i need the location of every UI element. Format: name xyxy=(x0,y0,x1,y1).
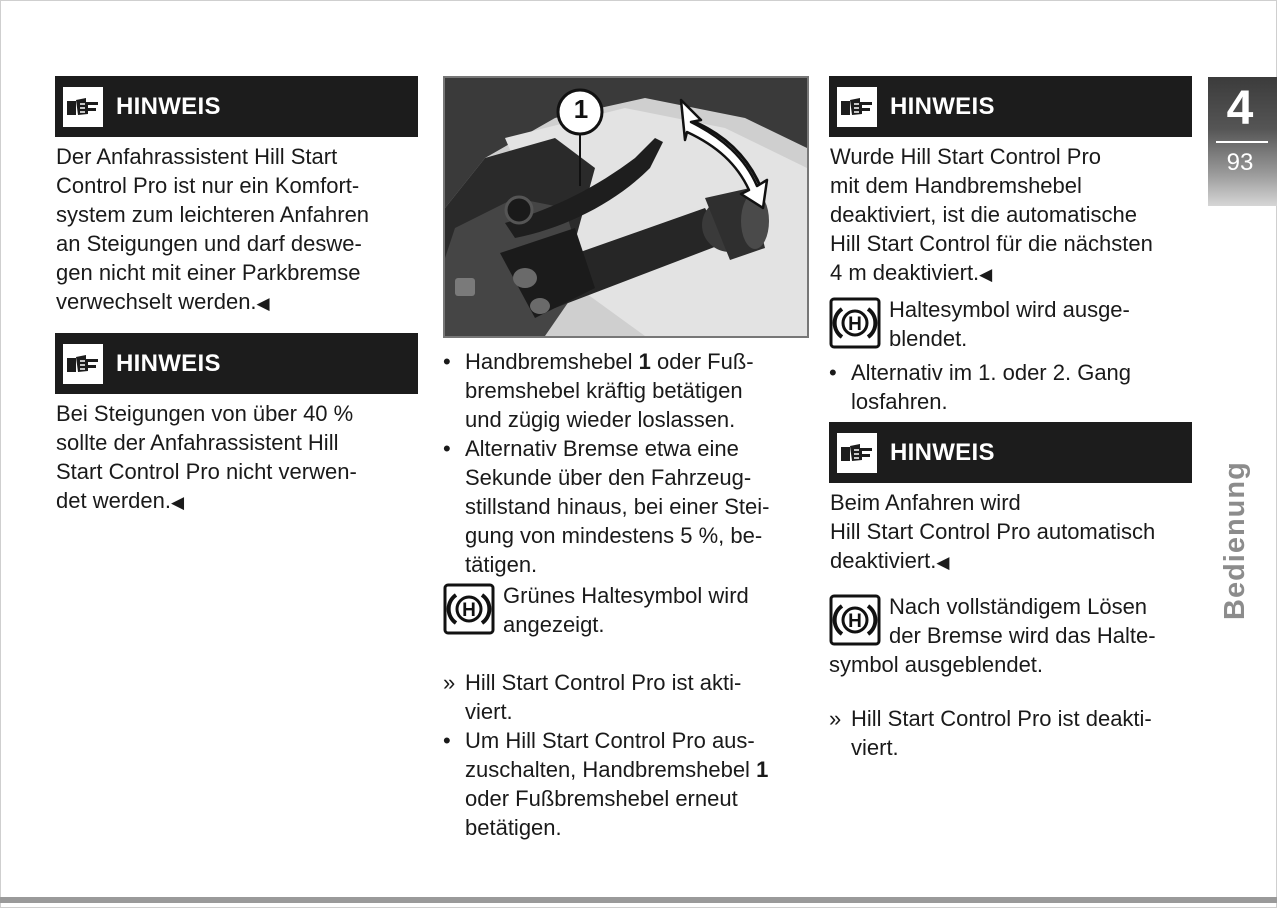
end-marker-icon: ◀ xyxy=(979,265,993,284)
result-item: » Hill Start Control Pro ist deakti- viert. xyxy=(829,706,1152,760)
note-title: HINWEIS xyxy=(116,349,221,377)
pointing-hand-icon xyxy=(63,344,103,384)
pointing-hand-icon xyxy=(63,87,103,127)
note-title: HINWEIS xyxy=(116,92,221,120)
bottom-rule xyxy=(0,897,1277,903)
hold-symbol-icon xyxy=(829,594,881,646)
pointing-hand-icon xyxy=(837,87,877,127)
end-marker-icon: ◀ xyxy=(256,294,270,313)
note-title: HINWEIS xyxy=(890,438,995,466)
result-item: » Hill Start Control Pro ist akti- viert. xyxy=(443,670,742,724)
list-item: • Alternativ Bremse etwa eine Sekunde über den Fahrzeug- stillstand hinaus, bei einer Stei- gung von mindestens 5 %, be- tätigen. xyxy=(443,436,770,577)
list-item: • Um Hill Start Control Pro aus- zuschalten, Handbremshebel 1 oder Fußbremshebel erneut betätigen. xyxy=(443,728,769,840)
column-left xyxy=(55,76,418,517)
list-item: • Handbremshebel 1 oder Fuß- bremshebel kräftig betätigen und zügig wieder loslassen. xyxy=(443,349,754,432)
note-header xyxy=(829,422,1192,483)
note-text: Beim Anfahren wird Hill Start Control Pro automatisch deaktiviert.◀ xyxy=(830,490,1156,573)
section-label: Bedienung xyxy=(1219,461,1251,620)
note-header xyxy=(829,76,1192,137)
instruction-list xyxy=(443,347,807,842)
bullet-icon: • xyxy=(829,360,837,385)
symbol-row: H Grünes Haltesymbol wird angezeigt. xyxy=(443,581,807,639)
svg-text:H: H xyxy=(848,611,862,632)
handlebar-figure xyxy=(443,76,809,338)
note-text: Bei Steigungen von über 40 % sollte der Anfahrassistent Hill Start Control Pro nicht verwen- det werden.◀ xyxy=(56,401,357,513)
column-right xyxy=(829,76,1192,762)
note-header xyxy=(55,76,418,137)
column-middle xyxy=(443,76,807,842)
chapter-tab xyxy=(1208,77,1277,206)
result-arrow-icon: » xyxy=(443,670,456,695)
list-item: • Alternativ im 1. oder 2. Gang losfahren. xyxy=(829,360,1132,414)
hold-symbol-icon xyxy=(829,297,881,349)
symbol-row: H Haltesymbol wird ausge- blendet. xyxy=(829,295,1192,353)
chapter-divider xyxy=(1216,141,1268,143)
end-marker-icon: ◀ xyxy=(170,493,185,512)
svg-text:H: H xyxy=(848,314,862,335)
bullet-icon: • xyxy=(443,349,451,374)
note-text: Wurde Hill Start Control Pro mit dem Handbremshebel deaktiviert, ist die automatische Hill Start Control für die nächsten 4 m deaktiviert.◀ xyxy=(830,144,1153,285)
note-title: HINWEIS xyxy=(890,92,995,120)
svg-text:H: H xyxy=(462,600,476,621)
pointing-hand-icon xyxy=(837,433,877,473)
figure-callout-1: 1 xyxy=(573,94,589,124)
hold-symbol-icon xyxy=(443,583,495,635)
symbol-row: H Nach vollständigem Lösen der Bremse wird das Halte- symbol ausgeblendet. xyxy=(829,594,1156,677)
bullet-icon: • xyxy=(443,436,451,461)
note-text: Der Anfahrassistent Hill Start Control Pro ist nur ein Komfort- system zum leichteren Anfahren an Steigungen und darf deswe- gen nicht mit einer Parkbremse verwechselt werden.◀ xyxy=(56,144,370,314)
end-marker-icon: ◀ xyxy=(936,553,950,572)
chapter-number: 4 xyxy=(1226,82,1254,135)
result-arrow-icon: » xyxy=(829,706,842,731)
brake-lever-illustration xyxy=(445,78,807,336)
note-header xyxy=(55,333,418,394)
page-number: 93 xyxy=(1226,149,1254,176)
bullet-icon: • xyxy=(443,728,451,753)
